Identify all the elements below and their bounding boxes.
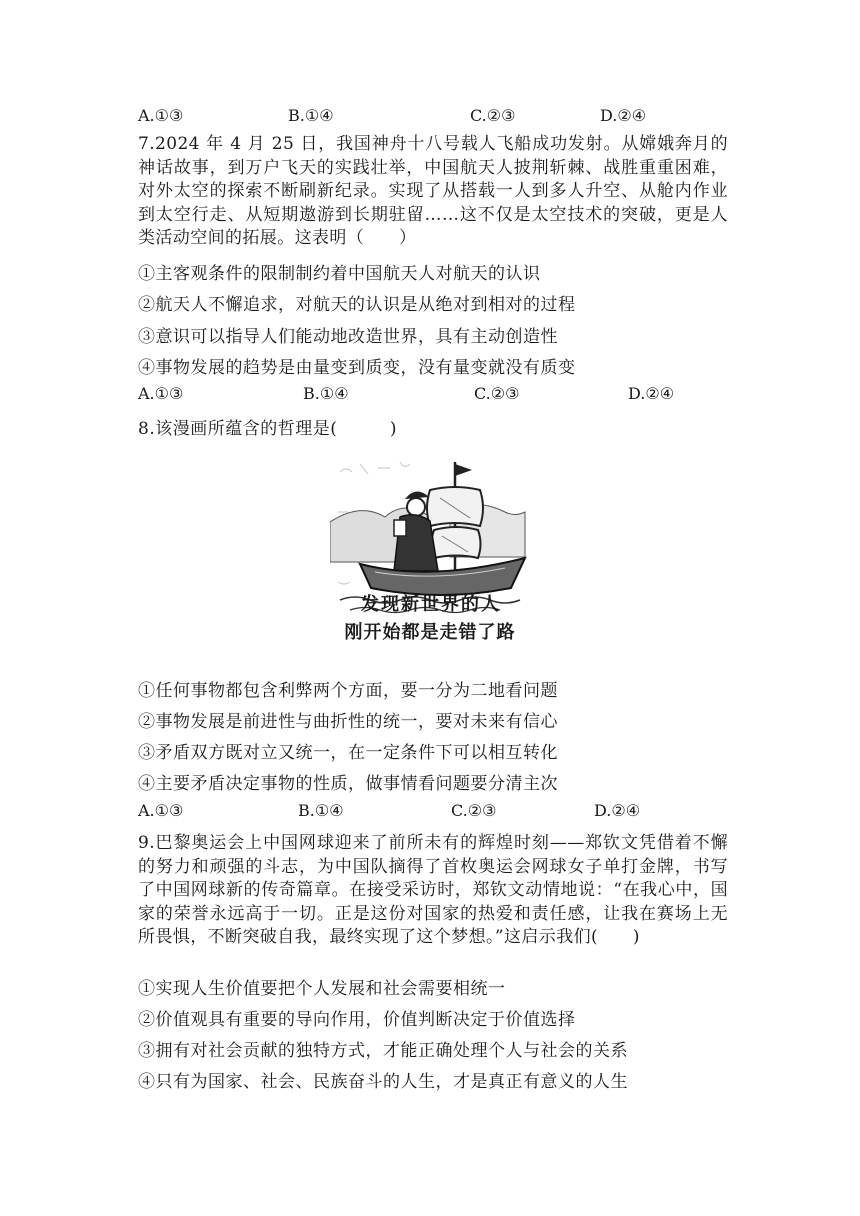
q7-stem: 7.2024 年 4 月 25 日，我国神舟十八号载人飞船成功发射。从嫦娥奔月的神话故事，到万户飞天的实践壮举，中国航天人披荆斩棘、战胜重重困难，对外太空的探索不断刷新纪录。实现了从搭载一人到多人升空、从舱内作业到太空行走、从短期遨游到长期驻留……这不仅是太空技术的突破，更是人类活动空间的拓展。这表明（ ） [138,134,728,248]
q6-option-d: D.②④ [600,106,647,125]
q7-option-c: C.②③ [474,384,520,403]
q8-option-d: D.②④ [594,801,641,820]
q7-option-b: B.①④ [303,384,349,403]
q7-statement-1: ①主客观条件的限制制约着中国航天人对航天的认识 [138,264,541,284]
q7-option-a: A.①③ [138,384,184,403]
q7-statement-2: ②航天人不懈追求，对航天的认识是从绝对到相对的过程 [138,295,576,315]
cartoon-caption-line-2: 刚开始都是走错了路 [344,622,516,643]
cartoon-image [330,452,530,652]
q8-statement-1: ①任何事物都包含利弊两个方面，要一分为二地看问题 [138,681,558,701]
q7-statement-3: ③意识可以指导人们能动地改造世界，具有主动创造性 [138,327,558,347]
q9-stem: 9.巴黎奥运会上中国网球迎来了前所未有的辉煌时刻——郑钦文凭借着不懈的努力和顽强的斗志，为中国队摘得了首枚奥运会网球女子单打金牌，书写了中国网球新的传奇篇章。在接受采访时，郑钦文动情地说：“在我心中，国家的荣誉永远高于一切。正是这份对国家的热爱和责任感，让我在赛场上无所畏惧，不断突破自我，最终实现了这个梦想。”这启示我们( ) [138,833,728,947]
q8-stem: 8.该漫画所蕴含的哲理是( ) [138,419,397,439]
q6-option-a: A.①③ [138,106,184,125]
q6-option-c: C.②③ [470,106,516,125]
q8-statement-2: ②事物发展是前进性与曲折性的统一，要对未来有信心 [138,712,558,732]
q6-option-b: B.①④ [288,106,334,125]
q7-option-d: D.②④ [628,384,675,403]
q8-statement-4: ④主要矛盾决定事物的性质，做事情看问题要分清主次 [138,774,558,794]
q9-statement-3: ③拥有对社会贡献的独特方式，才能正确处理个人与社会的关系 [138,1041,628,1061]
q8-option-c: C.②③ [451,801,497,820]
cartoon-caption-line-1: 发现新世界的人 [361,594,501,615]
q9-statement-1: ①实现人生价值要把个人发展和社会需要相统一 [138,979,506,999]
q9-statement-4: ④只有为国家、社会、民族奋斗的人生，才是真正有意义的人生 [138,1072,628,1092]
q8-option-a: A.①③ [138,801,184,820]
q7-statement-4: ④事物发展的趋势是由量变到质变，没有量变就没有质变 [138,358,576,378]
q8-option-b: B.①④ [298,801,344,820]
q9-statement-2: ②价值观具有重要的导向作用，价值判断决定于价值选择 [138,1010,576,1030]
q8-statement-3: ③矛盾双方既对立又统一，在一定条件下可以相互转化 [138,743,558,763]
